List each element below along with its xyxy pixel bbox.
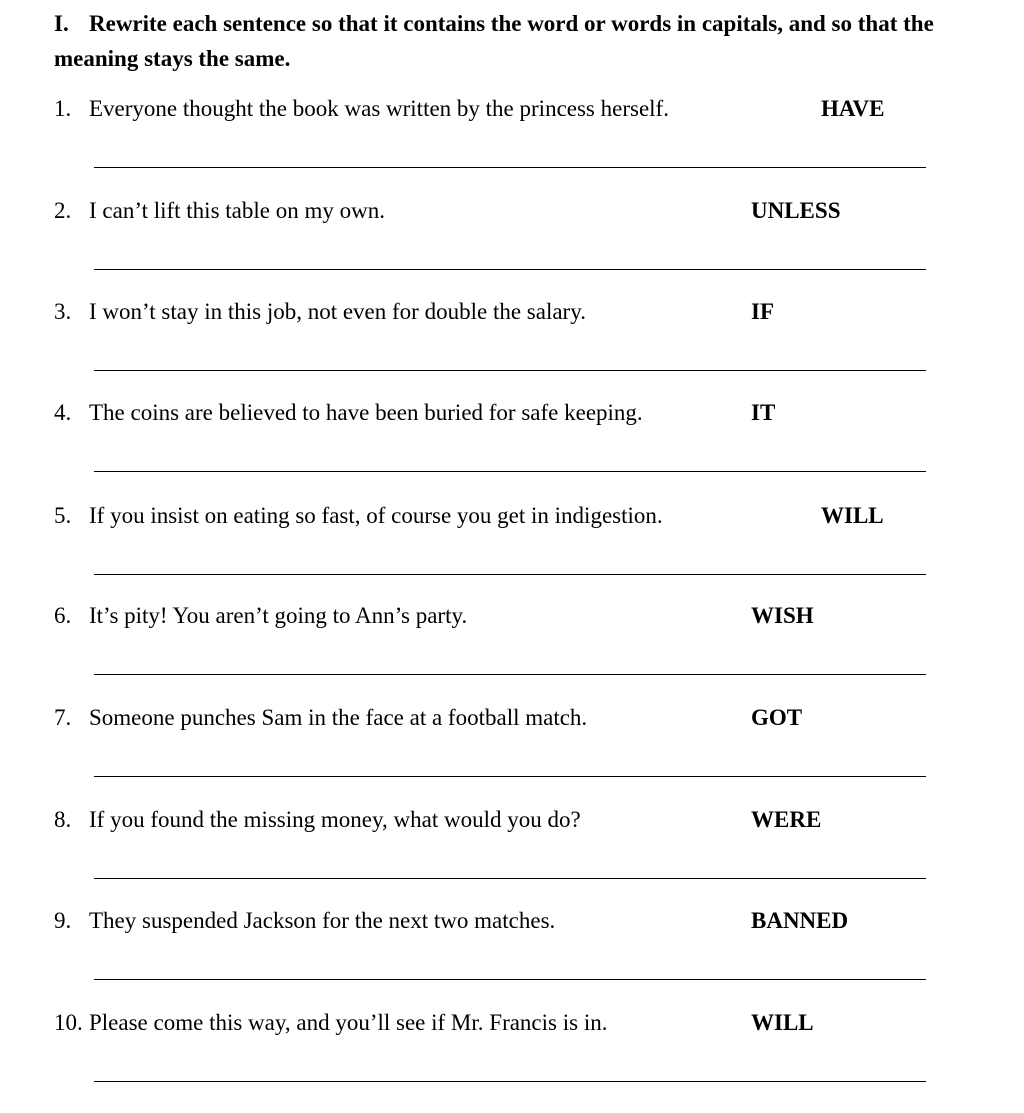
item-number: 2. <box>54 198 72 223</box>
item-keyword: IT <box>751 400 776 425</box>
exercise-item-6 <box>0 602 1024 703</box>
item-number: 3. <box>54 299 72 324</box>
exercise-item-8 <box>0 806 1024 907</box>
answer-line[interactable] <box>94 878 926 879</box>
item-keyword: WILL <box>821 503 884 528</box>
item-number: 7. <box>54 705 72 730</box>
item-keyword: WERE <box>751 807 822 832</box>
answer-line[interactable] <box>94 167 926 168</box>
answer-line[interactable] <box>94 269 926 270</box>
exercise-item-1 <box>0 95 1024 196</box>
exercise-item-10 <box>0 1009 1024 1110</box>
answer-line[interactable] <box>94 674 926 675</box>
answer-line[interactable] <box>94 471 926 472</box>
section-numeral: I. <box>54 11 69 36</box>
item-sentence: The coins are believed to have been buried for safe keeping. <box>89 400 643 425</box>
item-number: 6. <box>54 603 72 628</box>
item-sentence: Please come this way, and you’ll see if Mr. Francis is in. <box>89 1010 608 1035</box>
item-keyword: GOT <box>751 705 803 730</box>
item-sentence: If you found the missing money, what would you do? <box>89 807 581 832</box>
item-number: 9. <box>54 908 72 933</box>
exercise-item-3 <box>0 298 1024 399</box>
answer-line[interactable] <box>94 979 926 980</box>
exercise-item-4 <box>0 399 1024 500</box>
item-number: 5. <box>54 503 72 528</box>
exercise-item-5 <box>0 502 1024 603</box>
item-sentence: Everyone thought the book was written by the princess herself. <box>89 96 669 121</box>
exercise-item-7 <box>0 704 1024 805</box>
item-number: 4. <box>54 400 72 425</box>
exercise-item-9 <box>0 907 1024 1008</box>
item-keyword: UNLESS <box>751 198 841 223</box>
exercise-item-2 <box>0 197 1024 298</box>
section-instruction <box>54 6 984 76</box>
item-sentence: It’s pity! You aren’t going to Ann’s party. <box>89 603 468 628</box>
item-keyword: HAVE <box>821 96 885 121</box>
answer-line[interactable] <box>94 370 926 371</box>
item-keyword: WILL <box>751 1010 814 1035</box>
item-number: 10. <box>54 1010 83 1035</box>
answer-line[interactable] <box>94 1081 926 1082</box>
item-sentence: If you insist on eating so fast, of course you get in indigestion. <box>89 503 663 528</box>
answer-line[interactable] <box>94 776 926 777</box>
item-sentence: They suspended Jackson for the next two matches. <box>89 908 556 933</box>
instruction-text: Rewrite each sentence so that it contains the word or words in capitals, and so that the meaning stays the same. <box>54 11 934 71</box>
item-keyword: IF <box>751 299 774 324</box>
item-sentence: I won’t stay in this job, not even for double the salary. <box>89 299 586 324</box>
item-number: 1. <box>54 96 72 121</box>
item-keyword: WISH <box>751 603 814 628</box>
item-keyword: BANNED <box>751 908 849 933</box>
item-number: 8. <box>54 807 72 832</box>
answer-line[interactable] <box>94 574 926 575</box>
item-sentence: I can’t lift this table on my own. <box>89 198 385 223</box>
item-sentence: Someone punches Sam in the face at a football match. <box>89 705 588 730</box>
